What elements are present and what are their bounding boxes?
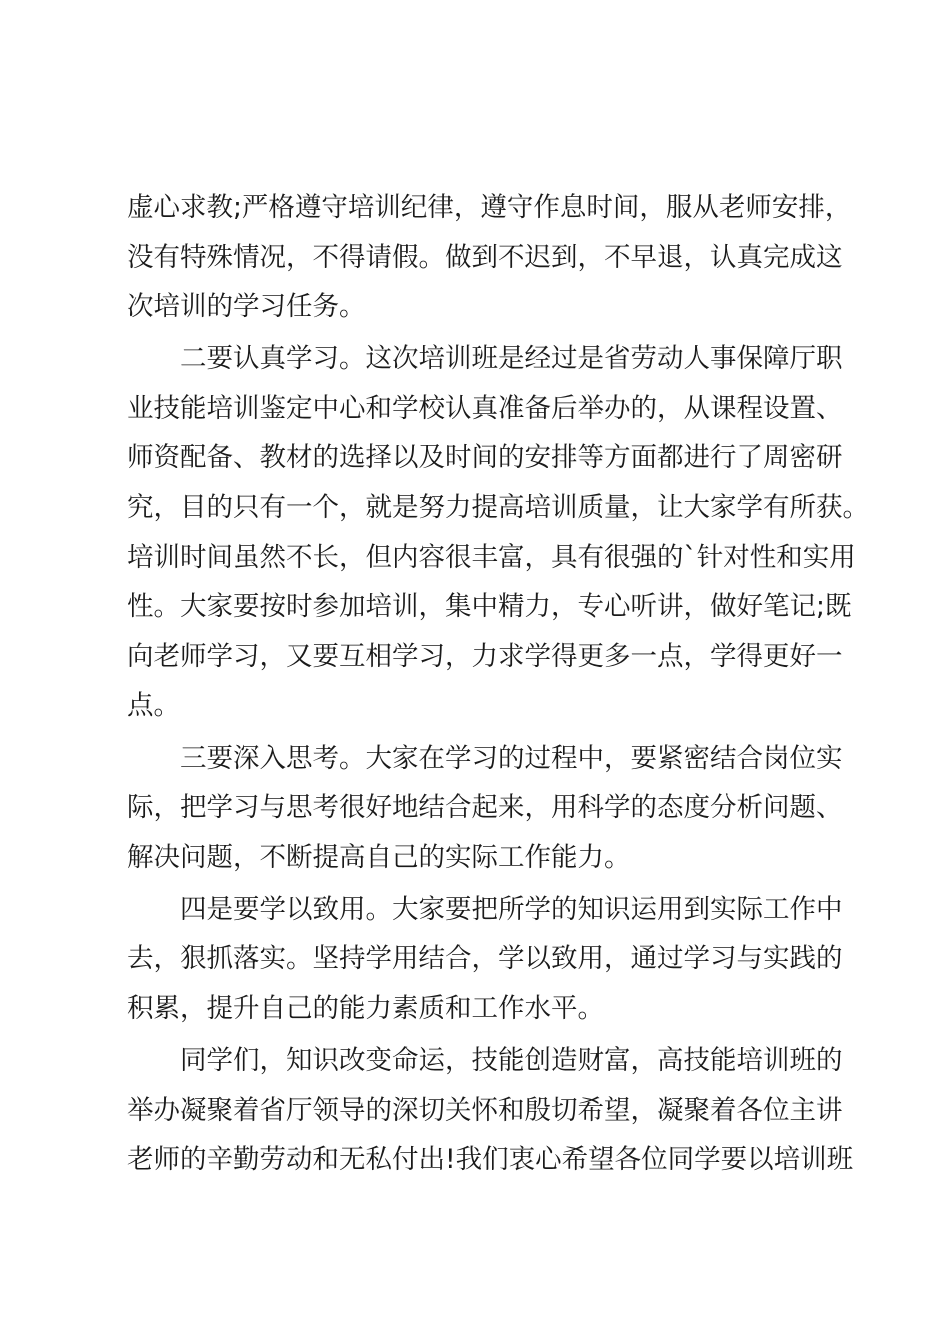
paragraph-start-line: 四是要学以致用。大家要把所学的知识运用到实际工作中 [127,893,843,925]
text-line: 际，把学习与思考很好地结合起来，用科学的态度分析问题、 [127,792,843,824]
text-line: 究，目的只有一个，就是努力提高培训质量，让大家学有所获。 [127,492,869,524]
text-line: 没有特殊情况，不得请假。做到不迟到，不早退，认真完成这 [127,241,843,273]
text-line: 老师的辛勤劳动和无私付出!我们衷心希望各位同学要以培训班 [127,1144,854,1176]
text-line: 向老师学习，又要互相学习，力求学得更多一点，学得更好一 [127,640,843,672]
paragraph-start-line: 二要认真学习。这次培训班是经过是省劳动人事保障厅职 [127,343,843,375]
text-line: 培训时间虽然不长，但内容很丰富，具有很强的`针对性和实用 [127,541,856,573]
text-line: 性。大家要按时参加培训，集中精力，专心听讲，做好笔记;既 [127,591,852,623]
document-body [127,183,869,1185]
text-line: 积累，提升自己的能力素质和工作水平。 [127,993,604,1024]
text-line: 次培训的学习任务。 [127,291,366,323]
text-line: 去，狠抓落实。坚持学用结合，学以致用，通过学习与实践的 [127,943,843,975]
paragraph-start-line: 同学们，知识改变命运，技能创造财富，高技能培训班的 [127,1045,843,1077]
paragraph-start-line: 三要深入思考。大家在学习的过程中，要紧密结合岗位实 [127,742,843,774]
text-line: 师资配备、教材的选择以及时间的安排等方面都进行了周密研 [127,442,843,474]
text-line: 业技能培训鉴定中心和学校认真准备后举办的，从课程设置、 [127,392,843,424]
text-line: 点。 [127,690,180,722]
text-line: 举办凝聚着省厅领导的深切关怀和殷切希望，凝聚着各位主讲 [127,1094,843,1126]
text-line: 虚心求教;严格遵守培训纪律，遵守作息时间，服从老师安排， [127,192,852,223]
text-line: 解决问题，不断提高自己的实际工作能力。 [127,841,631,873]
